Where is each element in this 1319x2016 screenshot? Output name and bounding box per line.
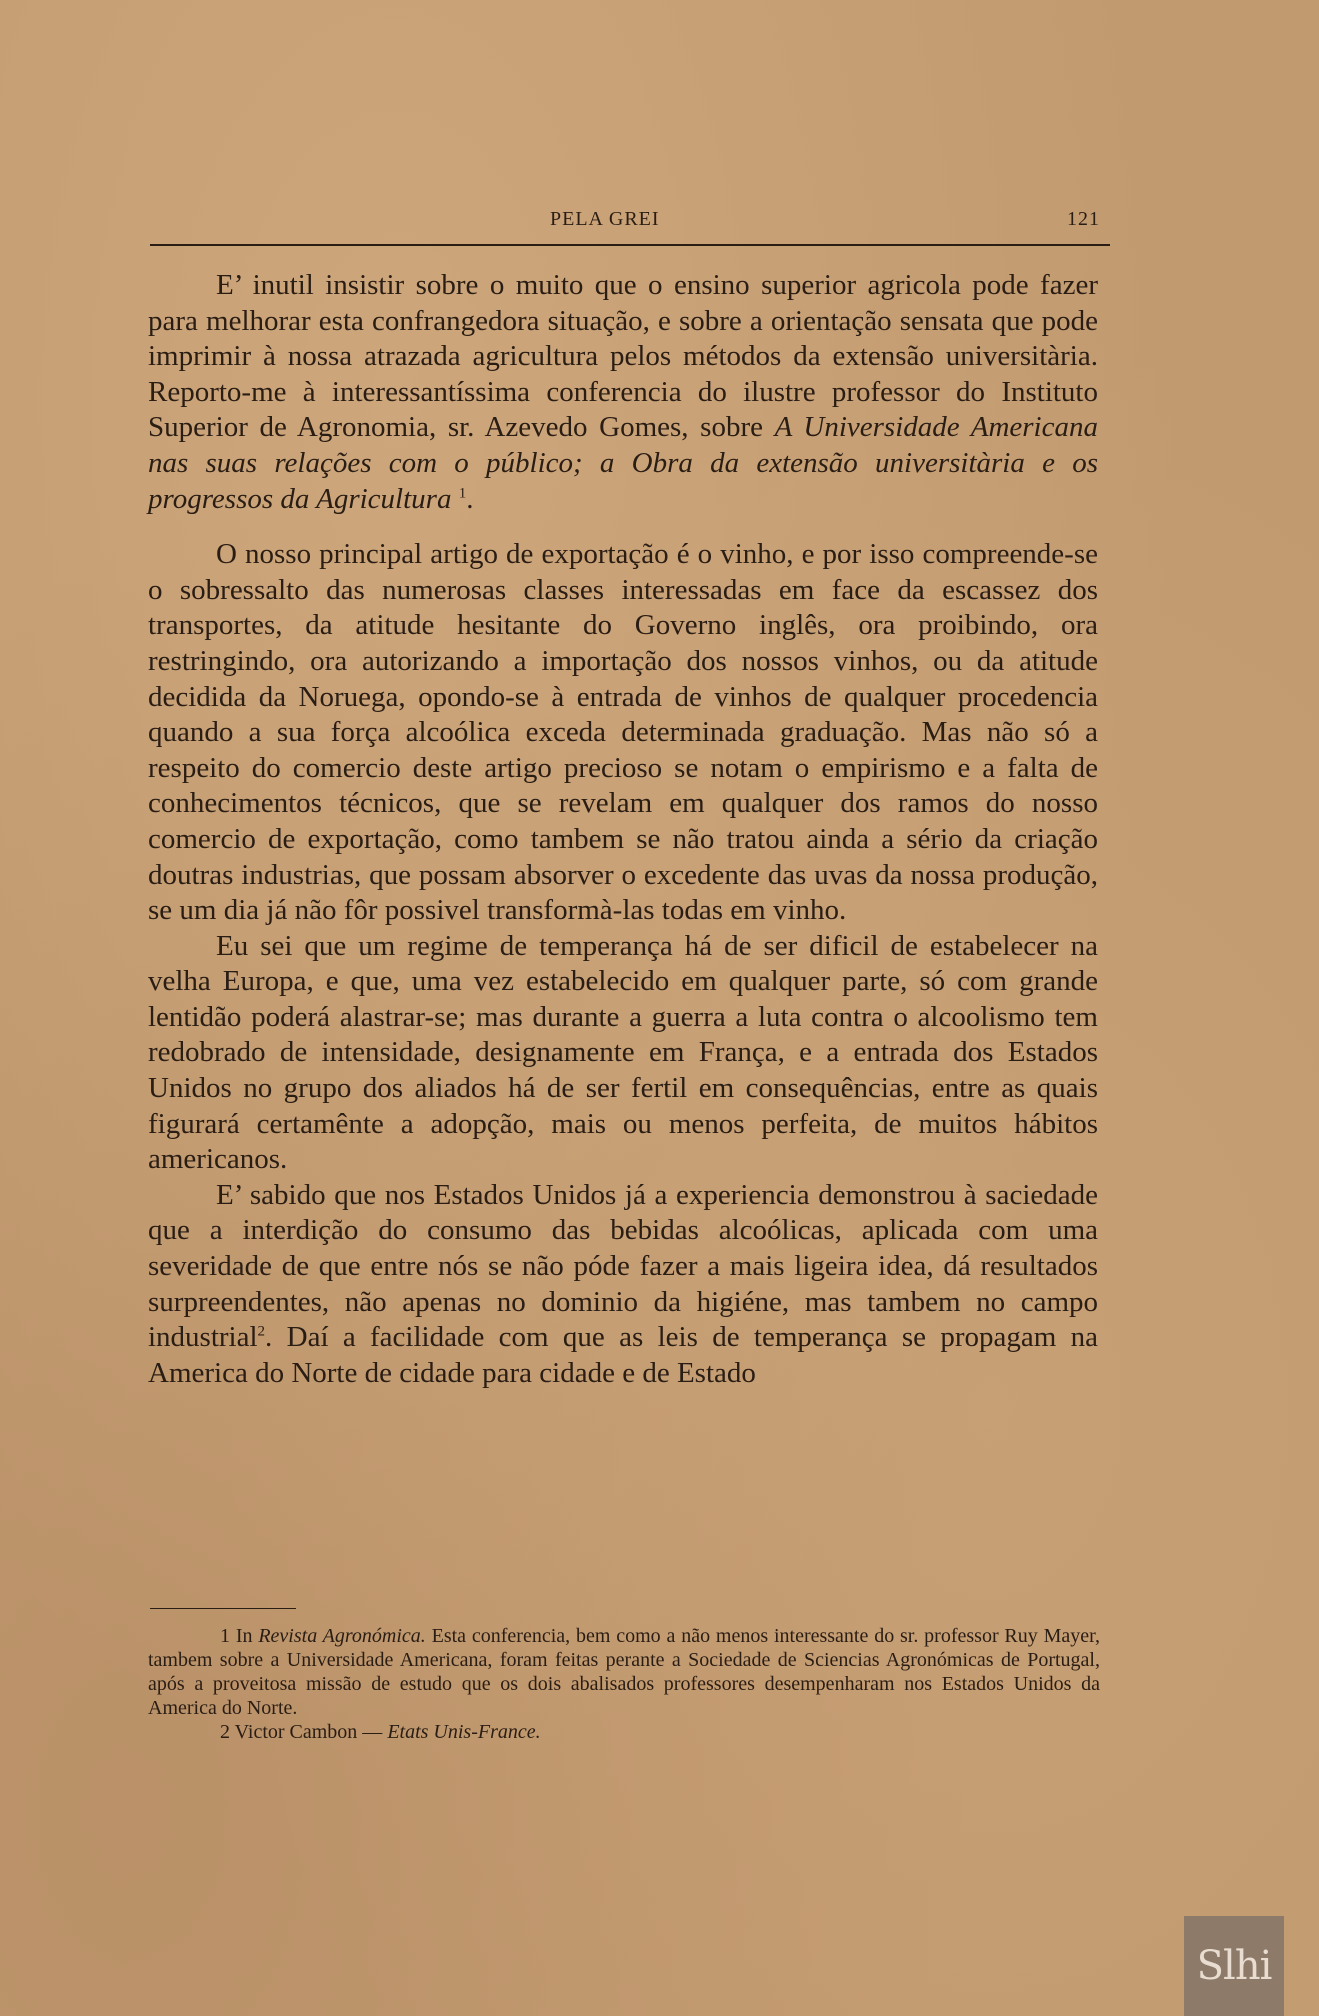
italic-title: A Universidade Americana nas suas relações com o público; a Obra da extensão universitària e os progressos da Agricultura [148,411,1098,515]
footnote-2-mark: 2 [220,1721,230,1743]
running-title: PELA GREI [550,208,660,230]
page-header [150,208,1100,238]
logo-text: Slhi [1196,1943,1272,1989]
footnote-rule [150,1608,296,1609]
footnote-1: 1 In Revista Agronómica. Esta conferencia, bem como a não menos interessante do sr. professor Ruy Mayer, tambem sobre a Universidade Americana, foram feitas perante a Sociedade de Sciencias Agronómicas de Portugal, após a proveitosa missão de estudo que os dois abalisados professores desempenharam nos Estados Unidos da America do Norte. [148,1625,1100,1719]
paragraph-1: E’ inutil insistir sobre o muito que o ensino superior agricola pode fazer para melhorar esta confrangedora situação, e sobre a orientação sensata que pode imprimir à nossa atrazada agricultura pelos métodos da extensão universitària. Reporto-me à interessantíssima conferencia do ilustre professor do Instituto Superior de Agronomia, sr. Azevedo Gomes, sobre A Universidade Americana nas suas relações com o público; a Obra da extensão universitària e os progressos da Agricultura $^1$. [148,269,1098,515]
footnote-ref-2: 2 [257,1323,266,1340]
page-number: 121 [1067,208,1100,230]
paragraph-2: O nosso principal artigo de exportação é o vinho, e por isso compreende-se o sobressalto das numerosas classes interessadas em face da escassez dos transportes, da atitude hesitante do Governo inglês, ora proibindo, ora restringindo, ora autorizando a importação dos nossos vinhos, ou da atitude decidida da Noruega, opondo-se à entrada de vinhos de qualquer procedencia quando a sua força alcoólica exceda determinada graduação. Mas não só a respeito do comercio deste artigo precioso se notam o empirismo e a falta de conhecimentos técnicos, que se revelam em qualquer dos ramos do nosso comercio de exportação, como tambem se não tratou ainda a sério da criação doutras industrias, que possam absorver o excedente das uvas da nossa produção, se um dia já não fôr possivel transformà-las todas em vinho. [148,538,1098,927]
paragraph-4: E’ sabido que nos Estados Unidos já a experiencia demonstrou à saciedade que a interdição do consumo das bebidas alcoólicas, aplicada com uma severidade de que entre nós se não póde fazer a mais ligeira idea, dá resultados surpreendentes, não apenas no dominio da higiéne, mas tambem no campo industrial$^2$. Daí a facilidade com que as leis de temperança se propagam na America do Norte de cidade para cidade e de Estado [148,1178,1098,1389]
header-rule [150,244,1110,246]
body-text [148,268,1098,1391]
footnote-1-mark: 1 [220,1625,230,1647]
library-logo [1184,1916,1284,2016]
footnotes [148,1624,1100,1744]
paragraph-3: Eu sei que um regime de temperança há de ser dificil de estabelecer na velha Europa, e que, uma vez estabelecido em qualquer parte, só com grande lentidão poderá alastrar-se; mas durante a guerra a luta contra o alcoolismo tem redobrado de intensidade, designamente em França, e a entrada dos Estados Unidos no grupo dos aliados há de ser fertil em consequências, entre as quais figurará certamênte a adopção, mais ou menos perfeita, de muitos hábitos americanos. [148,929,1098,1176]
footnote-2: 2 Victor Cambon — Etats Unis-France. [220,1721,541,1743]
footnote-ref-1: 1 [458,484,467,501]
